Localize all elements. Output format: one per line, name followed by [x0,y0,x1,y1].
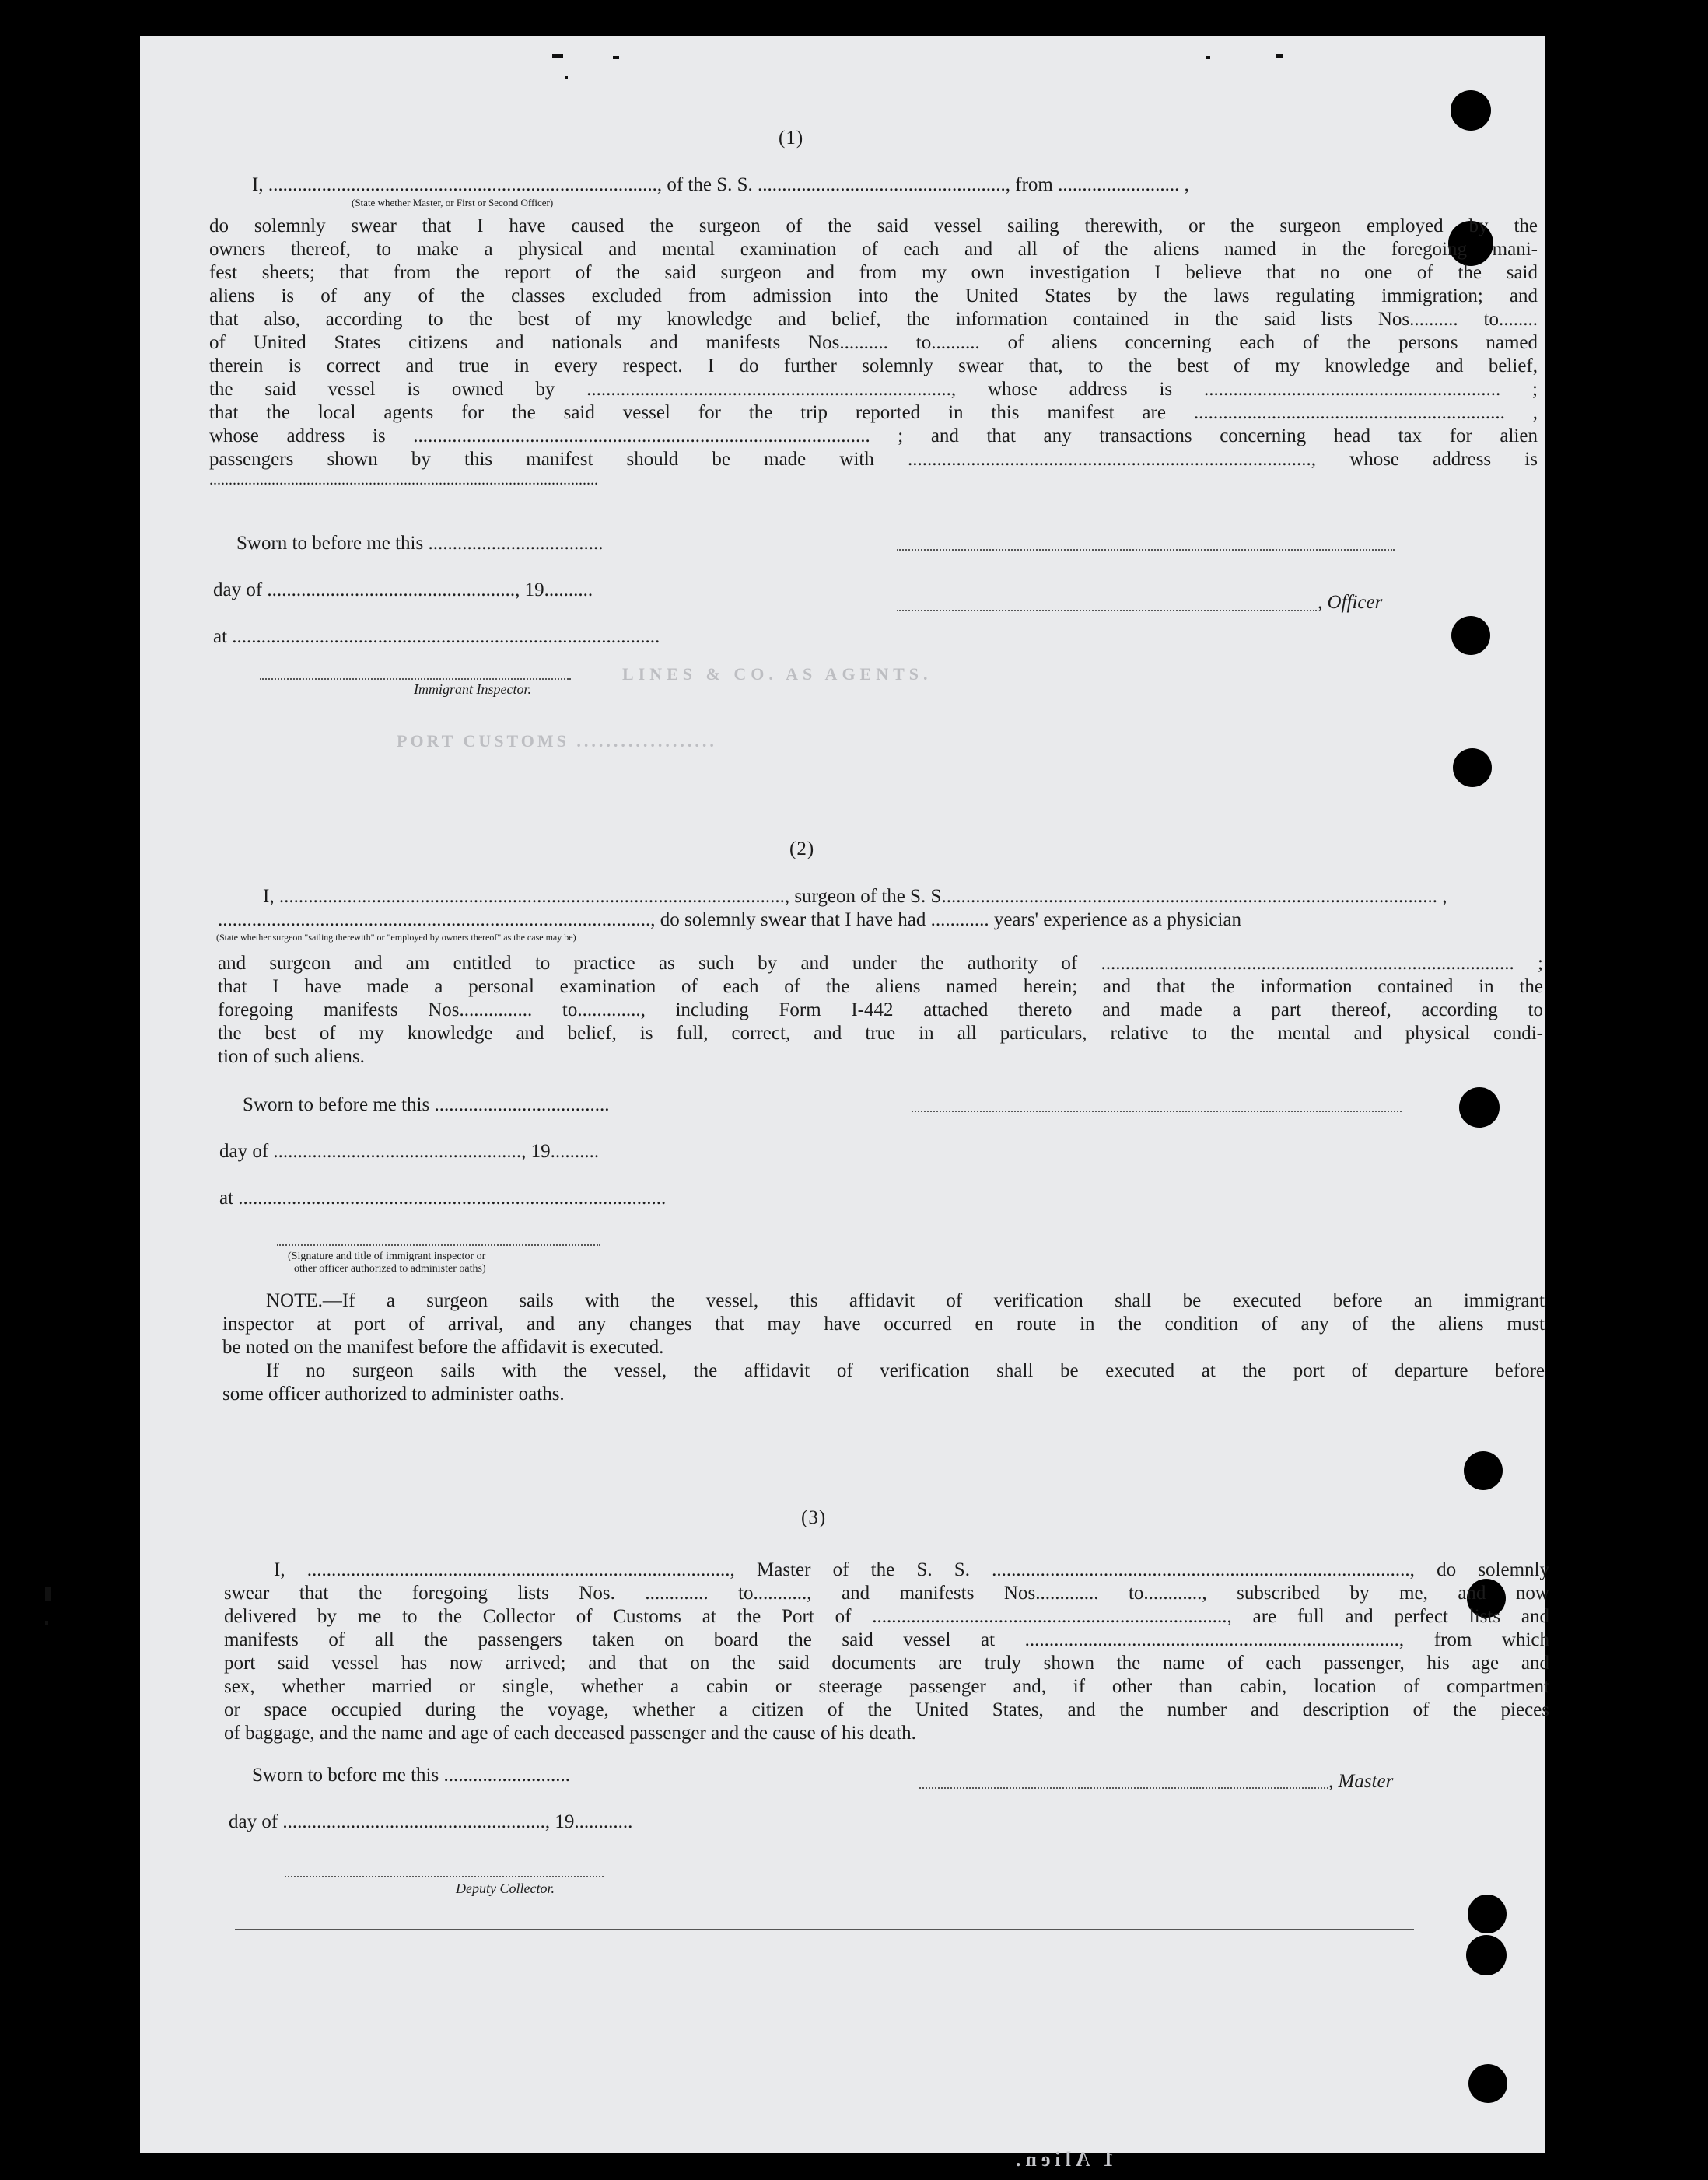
section-3-day-of: day of ......................................................, 19............ [229,1811,633,1832]
section-2-day-of: day of ..................................................., 19.......... [219,1141,600,1162]
bleed-through-stamp: LINES & CO. AS AGENTS. [622,664,933,684]
inspector-signature-line [277,1233,600,1246]
collector-signature-line [285,1865,604,1877]
section-3-number: (3) [801,1507,827,1528]
section-1-body-line: do solemnly swear that I have caused the surgeon of the said vessel sailing therewith, or the surgeon employed by the [209,215,1538,236]
bleed-through-text: 1 Alien. [1011,2148,1114,2171]
note-line: some officer authorized to administer oaths. [222,1384,565,1405]
section-2-intro: I, ........................................................................................................, surgeon of the S. S...................................................................................................... , [263,886,1447,907]
section-2-line2: ........................................................................................., do solemnly swear that I have had ............ years' experience as a physician [218,909,1242,930]
note-line: If no surgeon sails with the vessel, the affidavit of verification shall be executed at the port of departure before [266,1360,1545,1381]
margin-speck [45,1621,48,1625]
section-1-body-line: aliens is of any of the classes excluded from admission into the United States by the laws regulating immigration; and [209,285,1538,306]
section-2-number: (2) [789,838,815,859]
collector-caption: Deputy Collector. [456,1881,555,1896]
master-signature-line [919,1776,1328,1789]
section-1-body-line: that also, according to the best of my knowledge and belief, the information contained in the said lists Nos.......... to........ [209,309,1538,330]
section-2-sworn: Sworn to before me this .................................... [243,1094,610,1115]
ink-speck [1206,56,1210,59]
officer-signature-line [897,597,1317,611]
punch-hole [1466,1935,1507,1975]
section-3-body-line: manifests of all the passengers taken on board the said vessel at ............................................................................., from which [224,1629,1549,1650]
section-3-sworn: Sworn to before me this .......................... [252,1765,570,1786]
section-1-number: (1) [779,128,804,149]
punch-hole [1468,1895,1507,1933]
document-page [140,36,1549,2171]
punch-hole [1451,90,1491,131]
section-1-day-of: day of ..................................................., 19.......... [213,579,593,600]
bottom-rule [235,1929,1414,1930]
section-1-at: at ........................................................................................ [213,626,660,647]
inspector-signature-line [260,667,571,680]
punch-hole [1468,2064,1507,2103]
section-1-body-line: whose address is .............................................................................................. ; and that any transactions concerning head tax for alien [209,425,1538,446]
ink-speck [1276,54,1283,58]
section-1-sworn: Sworn to before me this .................................... [236,533,604,554]
section-2-body-line: tion of such aliens. [218,1046,365,1067]
section-2-body-line: that I have made a personal examination of each of the aliens named herein; and that the information contained in the [218,976,1543,997]
section-3-body-line: delivered by me to the Collector of Customs at the Port of ........................................................................., are full and perfect lists and [224,1606,1549,1627]
note-line: inspector at port of arrival, and any changes that may have occurred en route in the condition of any of the aliens must [222,1314,1545,1335]
section-1-body-line: fest sheets; that from the report of the said surgeon and from my own investigation I believe that no one of the said [209,262,1538,283]
punch-hole [1453,748,1492,787]
ink-speck [552,54,563,58]
punch-hole [1464,1451,1503,1490]
ink-speck [565,76,568,79]
signature-line [897,535,1395,551]
section-2-caption: (State whether surgeon "sailing therewith" or "employed by owners thereof" as the case may be) [216,932,576,943]
section-3-body-line: sex, whether married or single, whether a cabin or steerage passenger and, if other than cabin, location of compartment [224,1676,1549,1697]
section-2-at: at ........................................................................................ [219,1188,667,1209]
section-1-body-line: of United States citizens and nationals and manifests Nos.......... to.......... of aliens concerning each of the persons named [209,332,1538,353]
section-1-body-line: the said vessel is owned by ..........................................................................., whose address is ............................................................. ; [209,379,1538,400]
signature-line [912,1097,1402,1112]
section-1-body-line: therein is correct and true in every respect. I do further solemnly swear that, to the best of my knowledge and belief, [209,355,1538,376]
section-2-body-line: and surgeon and am entitled to practice as such by and under the authority of ..................................................................................... ; [218,953,1543,974]
section-3-body-line: swear that the foregoing lists Nos. ............. to..........., and manifests Nos............. to............, subscribed by me, and now [224,1583,1549,1604]
inspector-caption: Immigrant Inspector. [414,681,531,697]
margin-speck [45,1587,51,1601]
section-2-sig-caption: other officer authorized to administer oaths) [294,1263,486,1275]
section-1-body-line: that the local agents for the said vessel for the trip reported in this manifest are ................................................................ , [209,402,1538,423]
officer-label: , Officer [1318,592,1383,613]
section-3-body-line: I, ......................................................................................., Master of the S. S. ......................................................................................, do solemnly [274,1559,1549,1580]
section-1-intro: I, ................................................................................, of the S. S. ..................................................., from ......................... , [252,174,1189,195]
section-1-intro-caption: (State whether Master, or First or Second Officer) [352,197,554,208]
section-2-sig-caption: (Signature and title of immigrant inspector or [288,1251,486,1262]
note-line: be noted on the manifest before the affidavit is executed. [222,1337,664,1358]
section-2-body-line: foregoing manifests Nos............... to............., including Form I-442 attached thereto and made a part thereof, according to [218,999,1543,1020]
section-3-body-line: of baggage, and the name and age of each deceased passenger and the cause of his death. [224,1723,916,1744]
section-1-body-line: passengers shown by this manifest should be made with ..................................................................................., whose address is [209,449,1538,470]
section-3-body-line: port said vessel has now arrived; and that on the said documents are truly shown the name of each passenger, his age and [224,1653,1549,1674]
master-label: , Master [1328,1771,1394,1792]
note-line: NOTE.—If a surgeon sails with the vessel, this affidavit of verification shall be executed before an immigrant [266,1290,1545,1311]
section-3-body-line: or space occupied during the voyage, whether a citizen of the United States, and the number and description of the pieces [224,1699,1549,1720]
section-1-address-dots: .................................................................................................... [209,471,598,488]
ink-speck [613,56,619,59]
section-2-body-line: the best of my knowledge and belief, is full, correct, and true in all particulars, relative to the mental and physical condi- [218,1023,1543,1044]
bleed-through-stamp: PORT CUSTOMS ................... [397,731,717,751]
section-1-body-line: owners thereof, to make a physical and mental examination of each and all of the aliens named in the foregoing mani- [209,239,1538,260]
punch-hole [1451,616,1490,655]
punch-hole [1459,1087,1500,1128]
